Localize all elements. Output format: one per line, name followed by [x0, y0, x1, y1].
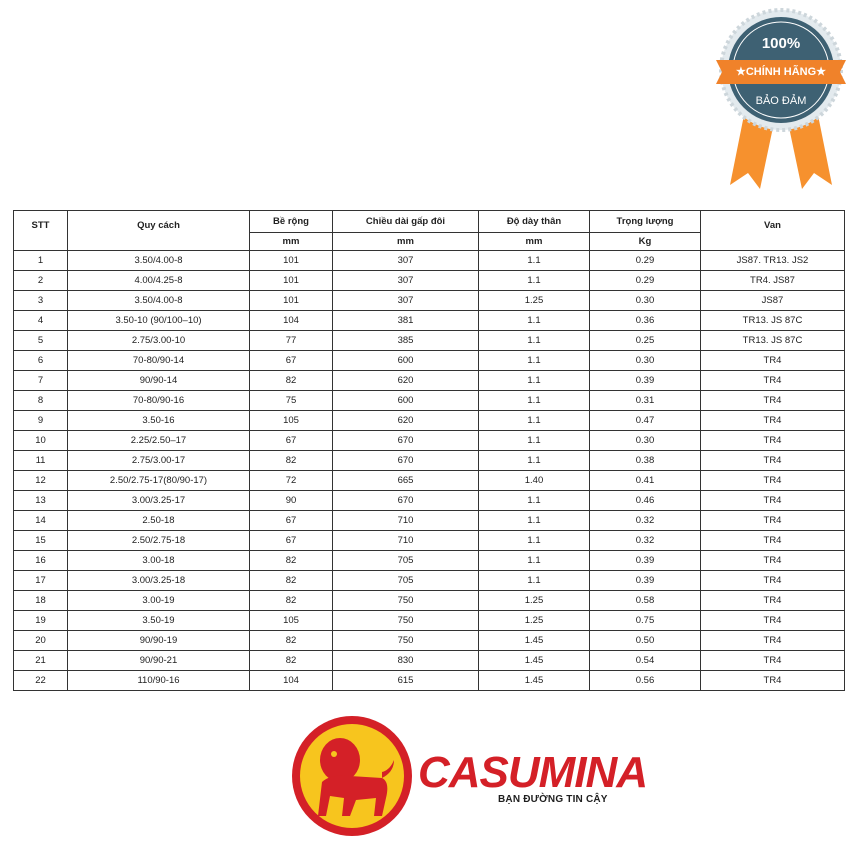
table-row: [14, 411, 845, 431]
cell-be-rong: 75: [250, 391, 333, 411]
tube-specification-table: [13, 210, 845, 691]
table-row: [14, 651, 845, 671]
cell-be-rong: 90: [250, 491, 333, 511]
cell-trong-luong: 0.54: [590, 651, 701, 671]
table-row: [14, 311, 845, 331]
cell-quy-cach: 3.00-19: [68, 591, 250, 611]
cell-do-day: 1.1: [479, 431, 590, 451]
table-row: [14, 331, 845, 351]
cell-quy-cach: 70-80/90-14: [68, 351, 250, 371]
unit-trong-luong: Kg: [590, 233, 701, 251]
cell-do-day: 1.1: [479, 331, 590, 351]
cell-stt: 15: [14, 531, 68, 551]
cell-quy-cach: 90/90-21: [68, 651, 250, 671]
cell-van: TR4: [701, 651, 845, 671]
cell-chieu-dai: 710: [333, 531, 479, 551]
cell-do-day: 1.1: [479, 491, 590, 511]
cell-van: TR4: [701, 451, 845, 471]
table-row: [14, 611, 845, 631]
cell-quy-cach: 2.50/2.75-18: [68, 531, 250, 551]
cell-chieu-dai: 705: [333, 571, 479, 591]
cell-stt: 14: [14, 511, 68, 531]
table-row: [14, 431, 845, 451]
cell-stt: 22: [14, 671, 68, 691]
table-row: [14, 671, 845, 691]
cell-trong-luong: 0.75: [590, 611, 701, 631]
header-stt: STT: [14, 211, 68, 251]
cell-van: TR4: [701, 671, 845, 691]
cell-chieu-dai: 665: [333, 471, 479, 491]
cell-do-day: 1.1: [479, 311, 590, 331]
cell-chieu-dai: 620: [333, 371, 479, 391]
table-row: [14, 571, 845, 591]
cell-trong-luong: 0.50: [590, 631, 701, 651]
cell-van: TR4: [701, 551, 845, 571]
unit-chieu-dai: mm: [333, 233, 479, 251]
casumina-logo: [290, 712, 648, 842]
cell-do-day: 1.25: [479, 291, 590, 311]
cell-chieu-dai: 600: [333, 351, 479, 371]
cell-quy-cach: 2.50/2.75-17(80/90-17): [68, 471, 250, 491]
cell-van: TR4: [701, 371, 845, 391]
cell-stt: 12: [14, 471, 68, 491]
cell-stt: 19: [14, 611, 68, 631]
cell-trong-luong: 0.46: [590, 491, 701, 511]
cell-trong-luong: 0.47: [590, 411, 701, 431]
cell-stt: 13: [14, 491, 68, 511]
cell-stt: 4: [14, 311, 68, 331]
cell-quy-cach: 3.50/4.00-8: [68, 291, 250, 311]
cell-trong-luong: 0.58: [590, 591, 701, 611]
cell-trong-luong: 0.39: [590, 371, 701, 391]
cell-be-rong: 72: [250, 471, 333, 491]
cell-van: TR4: [701, 391, 845, 411]
cell-do-day: 1.45: [479, 631, 590, 651]
cell-quy-cach: 3.00/3.25-18: [68, 571, 250, 591]
cell-stt: 18: [14, 591, 68, 611]
cell-van: TR4: [701, 411, 845, 431]
cell-van: TR4: [701, 571, 845, 591]
cell-trong-luong: 0.30: [590, 291, 701, 311]
cell-van: TR4. JS87: [701, 271, 845, 291]
cell-be-rong: 67: [250, 351, 333, 371]
cell-chieu-dai: 705: [333, 551, 479, 571]
cell-stt: 1: [14, 251, 68, 271]
cell-chieu-dai: 750: [333, 631, 479, 651]
cell-chieu-dai: 615: [333, 671, 479, 691]
cell-do-day: 1.1: [479, 351, 590, 371]
table-row: [14, 511, 845, 531]
cell-be-rong: 67: [250, 431, 333, 451]
cell-quy-cach: 2.50-18: [68, 511, 250, 531]
table-row: [14, 391, 845, 411]
cell-stt: 3: [14, 291, 68, 311]
cell-stt: 6: [14, 351, 68, 371]
cell-be-rong: 104: [250, 671, 333, 691]
cell-quy-cach: 4.00/4.25-8: [68, 271, 250, 291]
cell-van: JS87. TR13. JS2: [701, 251, 845, 271]
cell-be-rong: 82: [250, 571, 333, 591]
cell-van: JS87: [701, 291, 845, 311]
table-row: [14, 631, 845, 651]
cell-chieu-dai: 670: [333, 451, 479, 471]
table-row: [14, 251, 845, 271]
cell-chieu-dai: 307: [333, 291, 479, 311]
cell-trong-luong: 0.32: [590, 511, 701, 531]
cell-do-day: 1.1: [479, 271, 590, 291]
cell-trong-luong: 0.39: [590, 551, 701, 571]
cell-stt: 2: [14, 271, 68, 291]
header-chieu-dai: Chiều dài gấp đôi: [333, 211, 479, 233]
cell-be-rong: 77: [250, 331, 333, 351]
cell-quy-cach: 2.75/3.00-10: [68, 331, 250, 351]
cell-trong-luong: 0.29: [590, 271, 701, 291]
cell-stt: 10: [14, 431, 68, 451]
cell-be-rong: 82: [250, 551, 333, 571]
table-row: [14, 471, 845, 491]
cell-do-day: 1.25: [479, 611, 590, 631]
cell-quy-cach: 70-80/90-16: [68, 391, 250, 411]
cell-be-rong: 82: [250, 651, 333, 671]
cell-van: TR4: [701, 611, 845, 631]
cell-quy-cach: 3.50/4.00-8: [68, 251, 250, 271]
cell-stt: 11: [14, 451, 68, 471]
header-be-rong: Bề rộng: [250, 211, 333, 233]
cell-trong-luong: 0.41: [590, 471, 701, 491]
cell-stt: 21: [14, 651, 68, 671]
cell-quy-cach: 3.00-18: [68, 551, 250, 571]
cell-van: TR13. JS 87C: [701, 331, 845, 351]
cell-do-day: 1.1: [479, 571, 590, 591]
table-row: [14, 291, 845, 311]
cell-trong-luong: 0.39: [590, 571, 701, 591]
cell-do-day: 1.1: [479, 511, 590, 531]
badge-bottom-text: BẢO ĐẢM: [755, 95, 807, 107]
table-row: [14, 451, 845, 471]
cell-stt: 20: [14, 631, 68, 651]
cell-van: TR4: [701, 591, 845, 611]
cell-chieu-dai: 710: [333, 511, 479, 531]
cell-trong-luong: 0.56: [590, 671, 701, 691]
table-body: [14, 251, 845, 691]
cell-be-rong: 67: [250, 531, 333, 551]
cell-stt: 7: [14, 371, 68, 391]
cell-trong-luong: 0.25: [590, 331, 701, 351]
unit-do-day: mm: [479, 233, 590, 251]
cell-do-day: 1.1: [479, 411, 590, 431]
cell-do-day: 1.1: [479, 391, 590, 411]
cell-van: TR4: [701, 471, 845, 491]
cell-trong-luong: 0.30: [590, 351, 701, 371]
cell-trong-luong: 0.38: [590, 451, 701, 471]
cell-trong-luong: 0.30: [590, 431, 701, 451]
cell-quy-cach: 3.00/3.25-17: [68, 491, 250, 511]
cell-trong-luong: 0.29: [590, 251, 701, 271]
cell-be-rong: 67: [250, 511, 333, 531]
cell-do-day: 1.40: [479, 471, 590, 491]
cell-van: TR4: [701, 351, 845, 371]
cell-chieu-dai: 750: [333, 611, 479, 631]
cell-be-rong: 104: [250, 311, 333, 331]
cell-be-rong: 82: [250, 591, 333, 611]
cell-stt: 9: [14, 411, 68, 431]
badge-percent: 100%: [761, 35, 801, 52]
cell-chieu-dai: 600: [333, 391, 479, 411]
table-row: [14, 551, 845, 571]
table-row: [14, 351, 845, 371]
cell-be-rong: 105: [250, 411, 333, 431]
header-do-day: Độ dày thân: [479, 211, 590, 233]
cell-do-day: 1.1: [479, 371, 590, 391]
cell-chieu-dai: 381: [333, 311, 479, 331]
cell-do-day: 1.1: [479, 251, 590, 271]
cell-stt: 5: [14, 331, 68, 351]
cell-trong-luong: 0.31: [590, 391, 701, 411]
cell-quy-cach: 110/90-16: [68, 671, 250, 691]
cell-do-day: 1.1: [479, 451, 590, 471]
cell-trong-luong: 0.32: [590, 531, 701, 551]
cell-quy-cach: 3.50-16: [68, 411, 250, 431]
cell-be-rong: 82: [250, 451, 333, 471]
cell-stt: 16: [14, 551, 68, 571]
brand-name: CASUMINA: [418, 748, 648, 797]
cell-be-rong: 82: [250, 631, 333, 651]
cell-chieu-dai: 830: [333, 651, 479, 671]
cell-do-day: 1.45: [479, 671, 590, 691]
cell-be-rong: 82: [250, 371, 333, 391]
cell-chieu-dai: 307: [333, 271, 479, 291]
cell-van: TR4: [701, 511, 845, 531]
cell-chieu-dai: 620: [333, 411, 479, 431]
authentic-guarantee-badge: [716, 5, 846, 190]
cell-chieu-dai: 670: [333, 491, 479, 511]
cell-be-rong: 105: [250, 611, 333, 631]
cell-van: TR13. JS 87C: [701, 311, 845, 331]
cell-quy-cach: 3.50-10 (90/100–10): [68, 311, 250, 331]
cell-van: TR4: [701, 491, 845, 511]
unit-be-rong: mm: [250, 233, 333, 251]
cell-quy-cach: 3.50-19: [68, 611, 250, 631]
cell-van: TR4: [701, 431, 845, 451]
cell-do-day: 1.1: [479, 531, 590, 551]
table-row: [14, 591, 845, 611]
cell-be-rong: 101: [250, 251, 333, 271]
table-row: [14, 491, 845, 511]
cell-stt: 8: [14, 391, 68, 411]
cell-do-day: 1.25: [479, 591, 590, 611]
cell-trong-luong: 0.36: [590, 311, 701, 331]
cell-be-rong: 101: [250, 291, 333, 311]
cell-chieu-dai: 385: [333, 331, 479, 351]
header-van: Van: [701, 211, 845, 251]
header-trong-luong: Trọng lượng: [590, 211, 701, 233]
cell-do-day: 1.1: [479, 551, 590, 571]
brand-tagline: BẠN ĐƯỜNG TIN CẬY: [498, 794, 608, 805]
cell-quy-cach: 90/90-14: [68, 371, 250, 391]
cell-van: TR4: [701, 631, 845, 651]
header-quy-cach: Quy cách: [68, 211, 250, 251]
cell-do-day: 1.45: [479, 651, 590, 671]
cell-chieu-dai: 750: [333, 591, 479, 611]
cell-chieu-dai: 670: [333, 431, 479, 451]
badge-ribbon-text: ★CHÍNH HÃNG★: [736, 66, 826, 78]
cell-stt: 17: [14, 571, 68, 591]
table-row: [14, 531, 845, 551]
cell-be-rong: 101: [250, 271, 333, 291]
table-row: [14, 371, 845, 391]
cell-quy-cach: 2.75/3.00-17: [68, 451, 250, 471]
cell-quy-cach: 2.25/2.50–17: [68, 431, 250, 451]
table-row: [14, 271, 845, 291]
cell-quy-cach: 90/90-19: [68, 631, 250, 651]
cell-chieu-dai: 307: [333, 251, 479, 271]
cell-van: TR4: [701, 531, 845, 551]
